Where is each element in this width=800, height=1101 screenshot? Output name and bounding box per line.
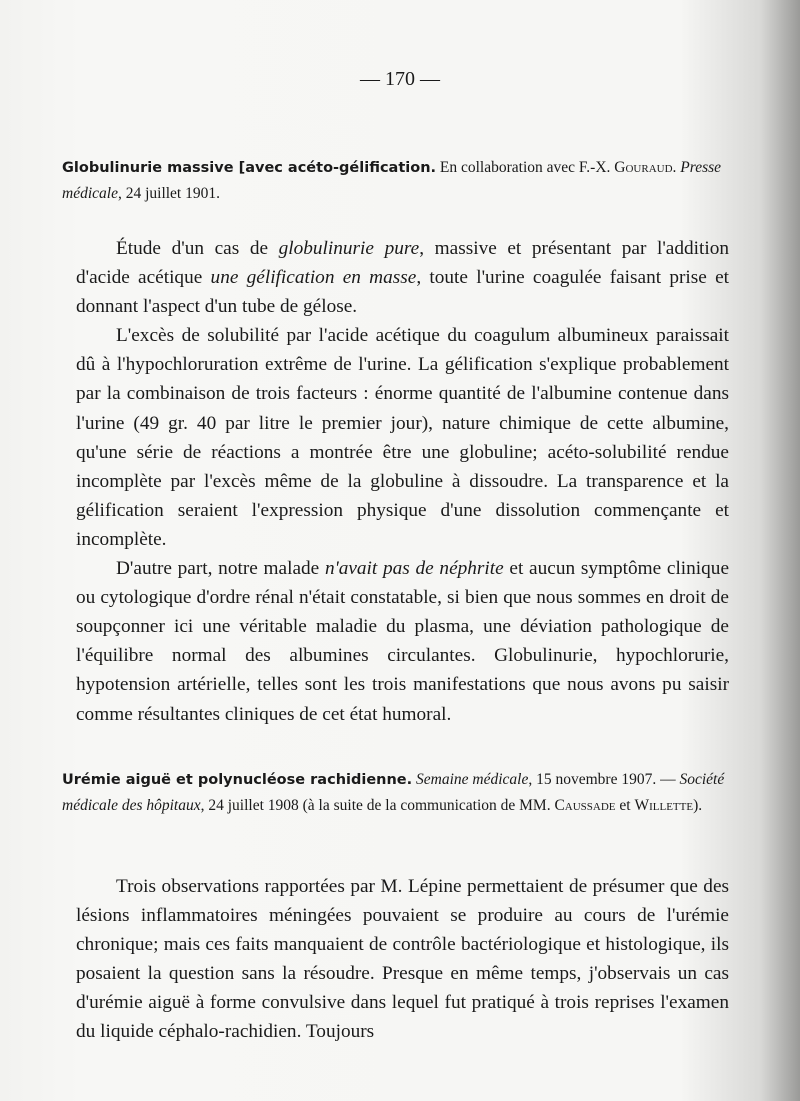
entry-source: Presse médicale xyxy=(62,159,722,202)
entry-title: Urémie aiguë et polynucléose rachidienne. xyxy=(62,772,413,788)
entry-date: , 15 novembre 1907. — xyxy=(528,771,676,788)
text-run: D'autre part, notre malade xyxy=(116,558,325,580)
entry-date: , 24 juillet 1908 (à la suite de la communication de MM. xyxy=(200,797,555,814)
emphasis: une gélification en masse xyxy=(210,267,417,289)
entry-collaboration: En collaboration avec F.-X. xyxy=(439,159,615,176)
entry-punctuation: . xyxy=(672,159,681,176)
text-run: et aucun symptôme clinique ou cytologique d'ordre rénal n'était constatable, si bien que nous sommes en droit de soupçonner ici une véritable maladie du plasma, une déviation pathologique de l'équilibre normal des albumines circulantes. Globulinurie, hypochlorurie, hypotension artérielle, telles sont les trois manifestations que nous avons pu saisir comme résultantes cliniques de cet état humoral. xyxy=(76,558,729,725)
entry-conjunction: et xyxy=(615,797,635,814)
entry-source: Semaine médicale xyxy=(416,771,529,788)
entry-author-name: Caussade xyxy=(554,797,616,814)
entry-title: Globulinurie massive [avec acéto-gélification. xyxy=(62,160,437,176)
entry-heading-uremie xyxy=(62,767,734,818)
entry-punctuation: ). xyxy=(693,797,703,814)
paragraph: L'excès de solubilité par l'acide acétique du coagulum albumineux paraissait dû à l'hypochloruration extrême de l'urine. La gélification s'explique probablement par la combinaison de trois facteurs : énorme quantité de l'albumine contenue dans l'urine (49 gr. 40 par litre le premier jour), nature chimique de cette albumine, qu'une série de réactions a montrée être une globuline; acéto-solubilité rendue incomplète par l'excès même de la globuline à dissoudre. La transparence et la gélification seraient l'expression physique d'une dissolution commençante et incomplète. xyxy=(76,325,729,550)
emphasis: globulinurie pure xyxy=(278,238,420,259)
paragraph xyxy=(76,234,729,321)
page-number: — 170 — xyxy=(360,68,440,90)
entry-body-globulinurie xyxy=(76,234,729,729)
text-run: , massive et présentant par l'addition d'acide acétique xyxy=(76,238,729,289)
entry-author-name: Willette xyxy=(634,797,694,814)
emphasis: n'avait pas de néphrite xyxy=(324,558,504,580)
text-run: , toute l'urine coagulée faisant prise et donnant l'aspect d'un tube de gélose. xyxy=(76,267,730,318)
paragraph xyxy=(76,554,729,729)
show-through-texture xyxy=(470,100,800,122)
entry-collaborator-name: Gouraud xyxy=(614,159,673,176)
entry-heading-globulinurie xyxy=(62,155,734,206)
entry-source: Société médicale des hôpitaux xyxy=(62,771,725,814)
text-run: Étude d'un cas de xyxy=(116,238,279,259)
entry-body-uremie xyxy=(76,872,729,1047)
entry-date: , 24 juillet 1901. xyxy=(117,185,220,202)
paragraph: Trois observations rapportées par M. Lépine permettaient de présumer que des lésions inflammatoires méningées pouvaient se produire au cours de l'urémie chronique; mais ces faits manquaient de contrôle bactériologique et histologique, ils posaient la question sans la résoudre. Presque en même temps, j'observais un cas d'urémie aiguë à forme convulsive dans lequel fut pratiqué à trois reprises l'examen du liquide céphalo-rachidien. Toujours xyxy=(76,876,729,1043)
